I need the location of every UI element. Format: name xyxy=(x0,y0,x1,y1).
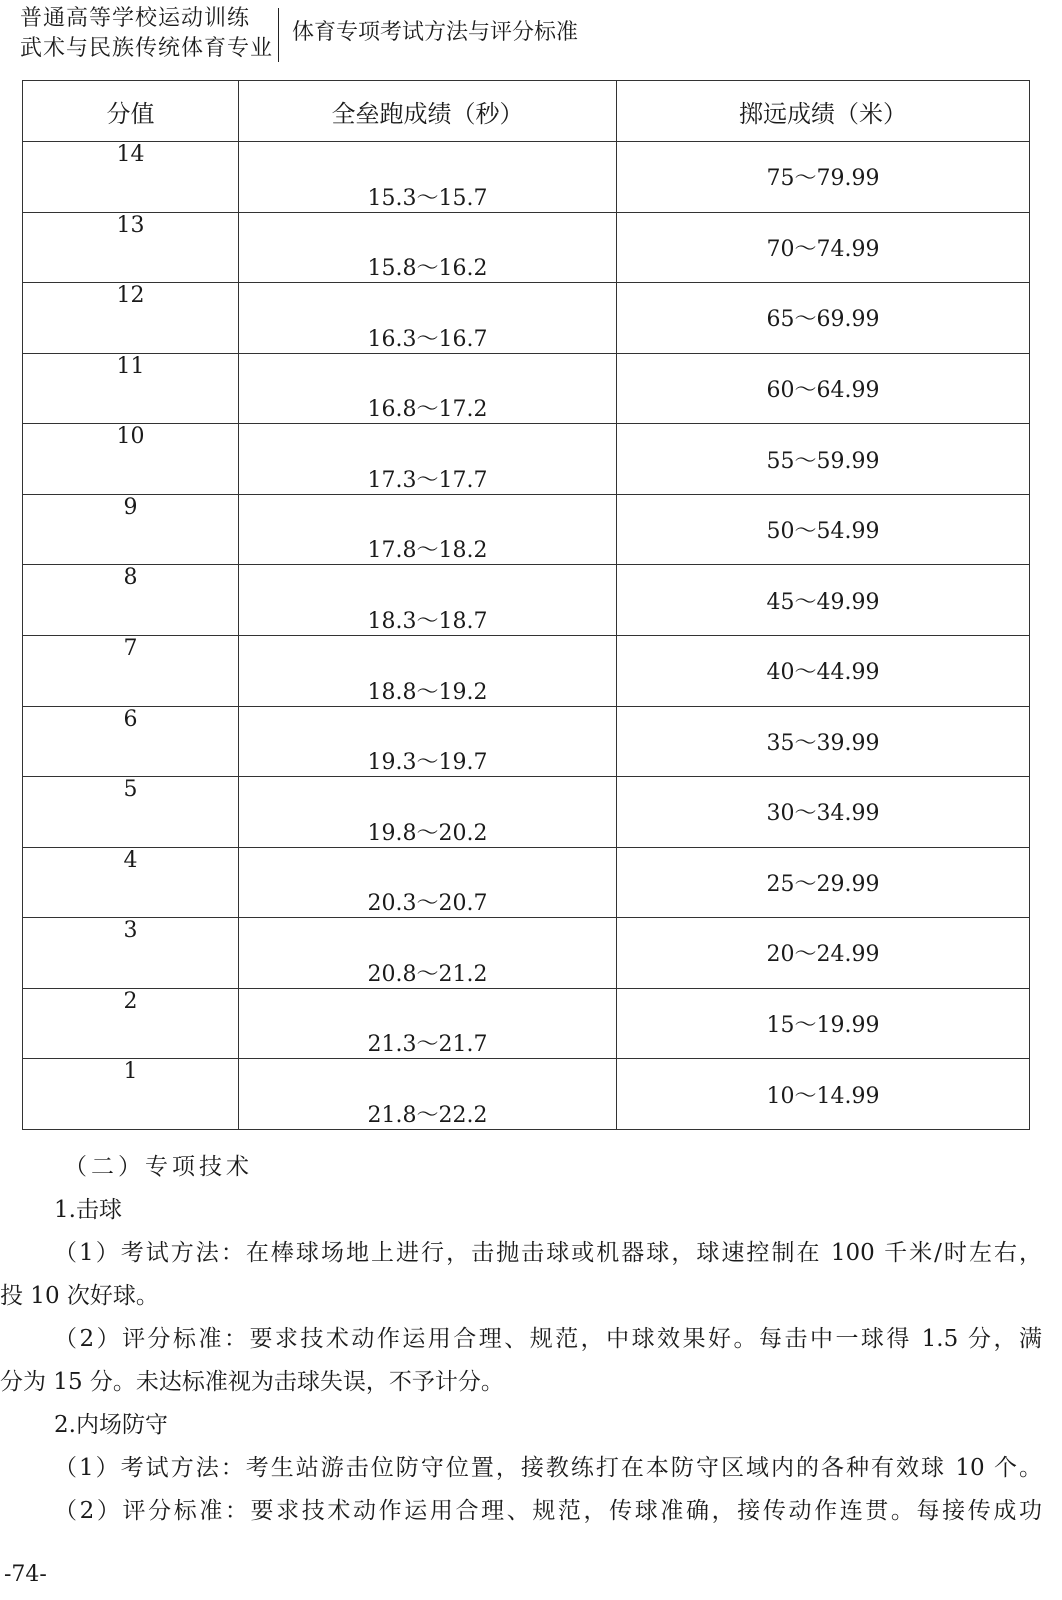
score-table xyxy=(22,80,1030,1130)
cell-run-time: 15.8～16.2 xyxy=(239,212,617,283)
item1-method-line1: （1）考试方法：在棒球场地上进行，击抛击球或机器球，球速控制在 100 千米/时左右， xyxy=(54,1240,1042,1266)
cell-throw-distance: 20～24.99 xyxy=(617,918,1030,989)
header-chapter-title: 体育专项考试方法与评分标准 xyxy=(292,20,579,45)
cell-throw-distance: 35～39.99 xyxy=(617,706,1030,777)
table-row xyxy=(23,283,1030,354)
section-title: （二）专项技术 xyxy=(64,1154,253,1180)
cell-throw-distance: 45～49.99 xyxy=(617,565,1030,636)
header-book-title-line2: 武术与民族传统体育专业 xyxy=(20,36,274,61)
cell-run-time: 20.3～20.7 xyxy=(239,847,617,918)
column-header-score: 分值 xyxy=(23,81,239,142)
table-row xyxy=(23,1059,1030,1130)
cell-throw-distance: 55～59.99 xyxy=(617,424,1030,495)
cell-run-time: 21.3～21.7 xyxy=(239,988,617,1059)
cell-run-time: 17.8～18.2 xyxy=(239,494,617,565)
cell-score: 11 xyxy=(23,353,239,424)
item2-scoring: （2）评分标准：要求技术动作运用合理、规范，传球准确，接传动作连贯。每接传成功 xyxy=(54,1498,1042,1524)
table-row xyxy=(23,918,1030,989)
cell-score: 2 xyxy=(23,988,239,1059)
cell-run-time: 19.8～20.2 xyxy=(239,777,617,848)
table-row xyxy=(23,212,1030,283)
cell-throw-distance: 75～79.99 xyxy=(617,142,1030,213)
cell-run-time: 15.3～15.7 xyxy=(239,142,617,213)
cell-run-time: 19.3～19.7 xyxy=(239,706,617,777)
cell-throw-distance: 15～19.99 xyxy=(617,988,1030,1059)
cell-score: 1 xyxy=(23,1059,239,1130)
item2-title: 2.内场防守 xyxy=(54,1412,168,1438)
cell-run-time: 16.3～16.7 xyxy=(239,283,617,354)
cell-score: 6 xyxy=(23,706,239,777)
cell-score: 4 xyxy=(23,847,239,918)
cell-throw-distance: 40～44.99 xyxy=(617,635,1030,706)
cell-score: 12 xyxy=(23,283,239,354)
item2-method: （1）考试方法：考生站游击位防守位置，接教练打在本防守区域内的各种有效球 10 个。 xyxy=(54,1455,1042,1481)
cell-score: 8 xyxy=(23,565,239,636)
table-row xyxy=(23,142,1030,213)
table-header-row xyxy=(23,81,1030,142)
cell-run-time: 21.8～22.2 xyxy=(239,1059,617,1130)
cell-throw-distance: 70～74.99 xyxy=(617,212,1030,283)
cell-score: 10 xyxy=(23,424,239,495)
page-number: -74- xyxy=(4,1562,47,1587)
cell-score: 7 xyxy=(23,635,239,706)
cell-score: 9 xyxy=(23,494,239,565)
cell-throw-distance: 30～34.99 xyxy=(617,777,1030,848)
item1-scoring-line1: （2）评分标准：要求技术动作运用合理、规范，中球效果好。每击中一球得 1.5 分，满 xyxy=(54,1326,1042,1352)
table-row xyxy=(23,565,1030,636)
cell-score: 5 xyxy=(23,777,239,848)
cell-throw-distance: 25～29.99 xyxy=(617,847,1030,918)
cell-throw-distance: 60～64.99 xyxy=(617,353,1030,424)
table-row xyxy=(23,424,1030,495)
cell-run-time: 17.3～17.7 xyxy=(239,424,617,495)
header-book-title xyxy=(20,4,273,64)
table-row xyxy=(23,353,1030,424)
cell-throw-distance: 50～54.99 xyxy=(617,494,1030,565)
cell-score: 3 xyxy=(23,918,239,989)
header-book-title-line1: 普通高等学校运动训练 xyxy=(20,6,251,31)
table-row xyxy=(23,635,1030,706)
header-divider xyxy=(278,8,279,62)
table-row xyxy=(23,706,1030,777)
table-row xyxy=(23,777,1030,848)
table-row xyxy=(23,494,1030,565)
cell-score: 13 xyxy=(23,212,239,283)
page-header xyxy=(0,0,1062,72)
item1-scoring-line2: 分为 15 分。未达标准视为击球失误，不予计分。 xyxy=(0,1369,504,1395)
item1-method-line2: 投 10 次好球。 xyxy=(0,1283,159,1309)
item1-title: 1.击球 xyxy=(54,1197,122,1223)
cell-run-time: 18.8～19.2 xyxy=(239,635,617,706)
cell-score: 14 xyxy=(23,142,239,213)
body-text xyxy=(0,1146,1062,1533)
cell-run-time: 16.8～17.2 xyxy=(239,353,617,424)
cell-run-time: 20.8～21.2 xyxy=(239,918,617,989)
table-row xyxy=(23,847,1030,918)
cell-run-time: 18.3～18.7 xyxy=(239,565,617,636)
table-row xyxy=(23,988,1030,1059)
cell-throw-distance: 65～69.99 xyxy=(617,283,1030,354)
column-header-throw-distance: 掷远成绩（米） xyxy=(617,81,1030,142)
column-header-run-time: 全垒跑成绩（秒） xyxy=(239,81,617,142)
cell-throw-distance: 10～14.99 xyxy=(617,1059,1030,1130)
